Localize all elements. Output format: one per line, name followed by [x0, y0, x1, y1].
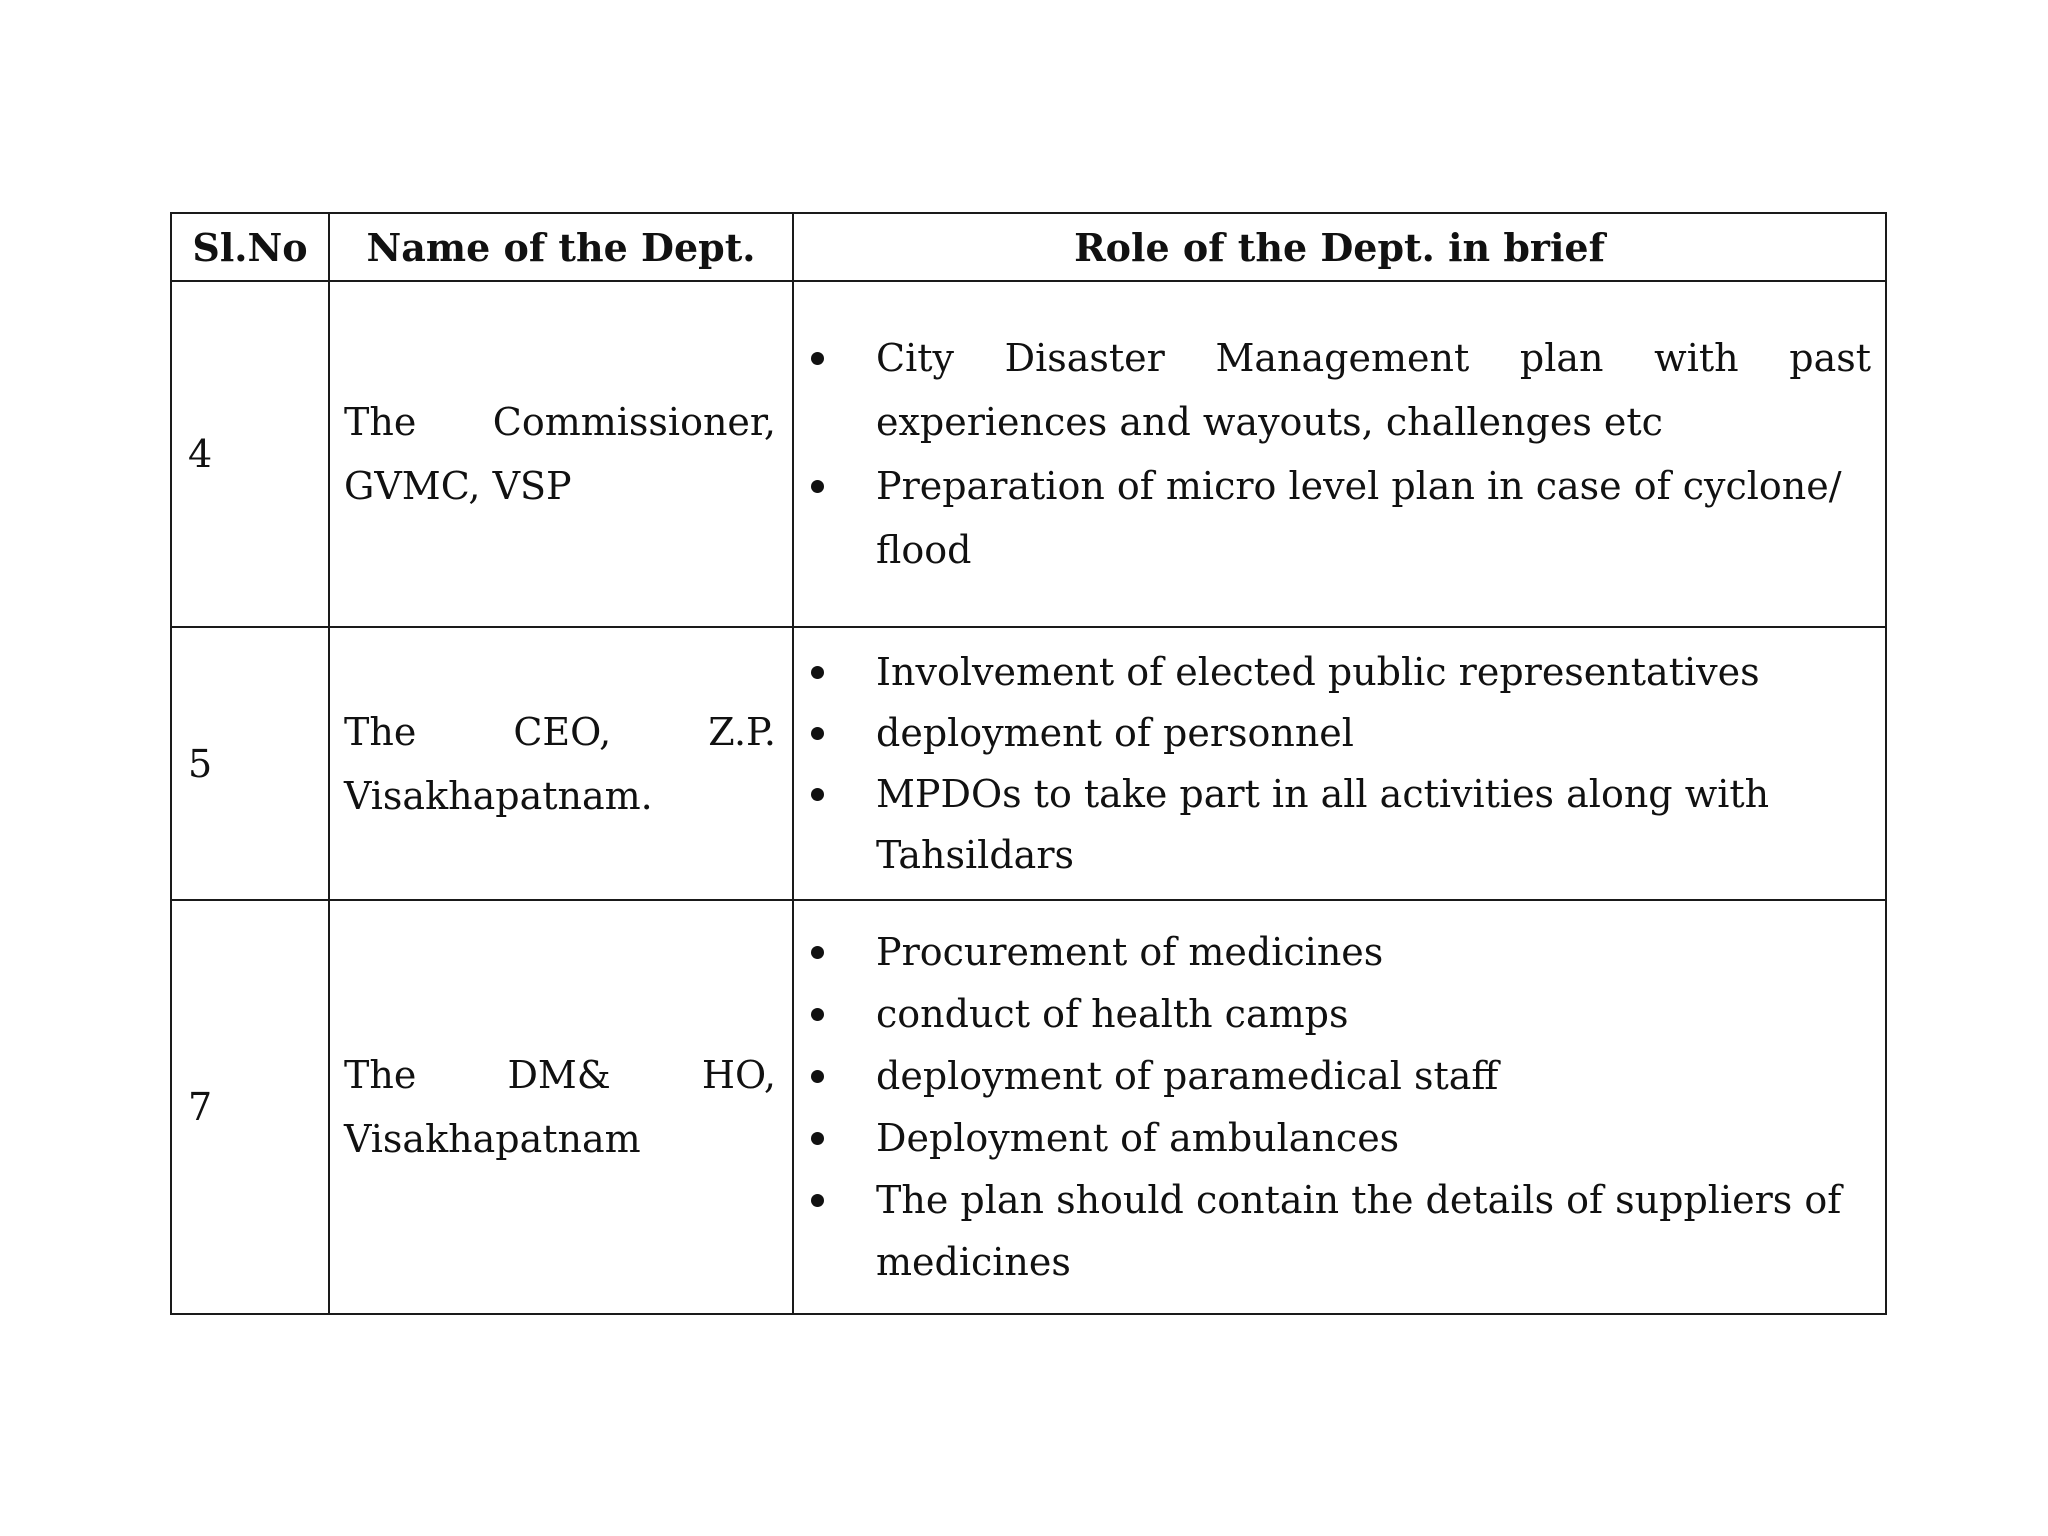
role-list [794, 642, 1885, 886]
role-list [794, 326, 1885, 582]
role-item: Involvement of elected public representatives [794, 642, 1871, 703]
dept-name-cell [329, 281, 793, 627]
role-item: Preparation of micro level plan in case of cyclone/ flood [794, 454, 1871, 582]
header-sl-no: Sl.No [171, 213, 329, 281]
role-cell [793, 627, 1886, 900]
dept-name-line [344, 1043, 776, 1107]
role-cell [793, 900, 1886, 1314]
role-item: deployment of paramedical staff [794, 1045, 1871, 1107]
dept-name-word: The [344, 1053, 417, 1097]
role-item: The plan should contain the details of suppliers of medicines [794, 1169, 1871, 1293]
role-cell [793, 281, 1886, 627]
sl-no-cell: 5 [171, 627, 329, 900]
table-header-row [171, 213, 1886, 281]
role-item: Procurement of medicines [794, 921, 1871, 983]
role-item: City Disaster Management plan with past experiences and wayouts, challenges etc [794, 326, 1871, 454]
dept-name-cell [329, 900, 793, 1314]
role-item: deployment of personnel [794, 703, 1871, 764]
header-dept-name: Name of the Dept. [329, 213, 793, 281]
dept-name-word: HO, [701, 1053, 776, 1097]
dept-name-line [344, 700, 776, 764]
dept-name-cell [329, 627, 793, 900]
role-item: conduct of health camps [794, 983, 1871, 1045]
dept-name-line: Visakhapatnam. [344, 773, 653, 818]
role-item: MPDOs to take part in all activities along with Tahsildars [794, 764, 1871, 886]
table-row [171, 627, 1886, 900]
dept-name-word: The [344, 709, 417, 754]
role-list [794, 921, 1885, 1293]
dept-name-line: Visakhapatnam [344, 1117, 641, 1161]
sl-no-cell: 7 [171, 900, 329, 1314]
sl-no-cell: 4 [171, 281, 329, 627]
header-role: Role of the Dept. in brief [793, 213, 1886, 281]
table-row [171, 900, 1886, 1314]
dept-name-line: GVMC, VSP [344, 464, 572, 508]
dept-name-word: Commissioner, [492, 400, 776, 444]
dept-name-word: The [344, 400, 417, 444]
dept-name-line [344, 390, 776, 454]
dept-name-word: Z.P. [708, 709, 776, 754]
role-item: Deployment of ambulances [794, 1107, 1871, 1169]
dept-name-word: DM& [507, 1053, 611, 1097]
table-row [171, 281, 1886, 627]
dept-name-word: CEO, [513, 709, 612, 754]
department-roles-table [170, 212, 1887, 1315]
